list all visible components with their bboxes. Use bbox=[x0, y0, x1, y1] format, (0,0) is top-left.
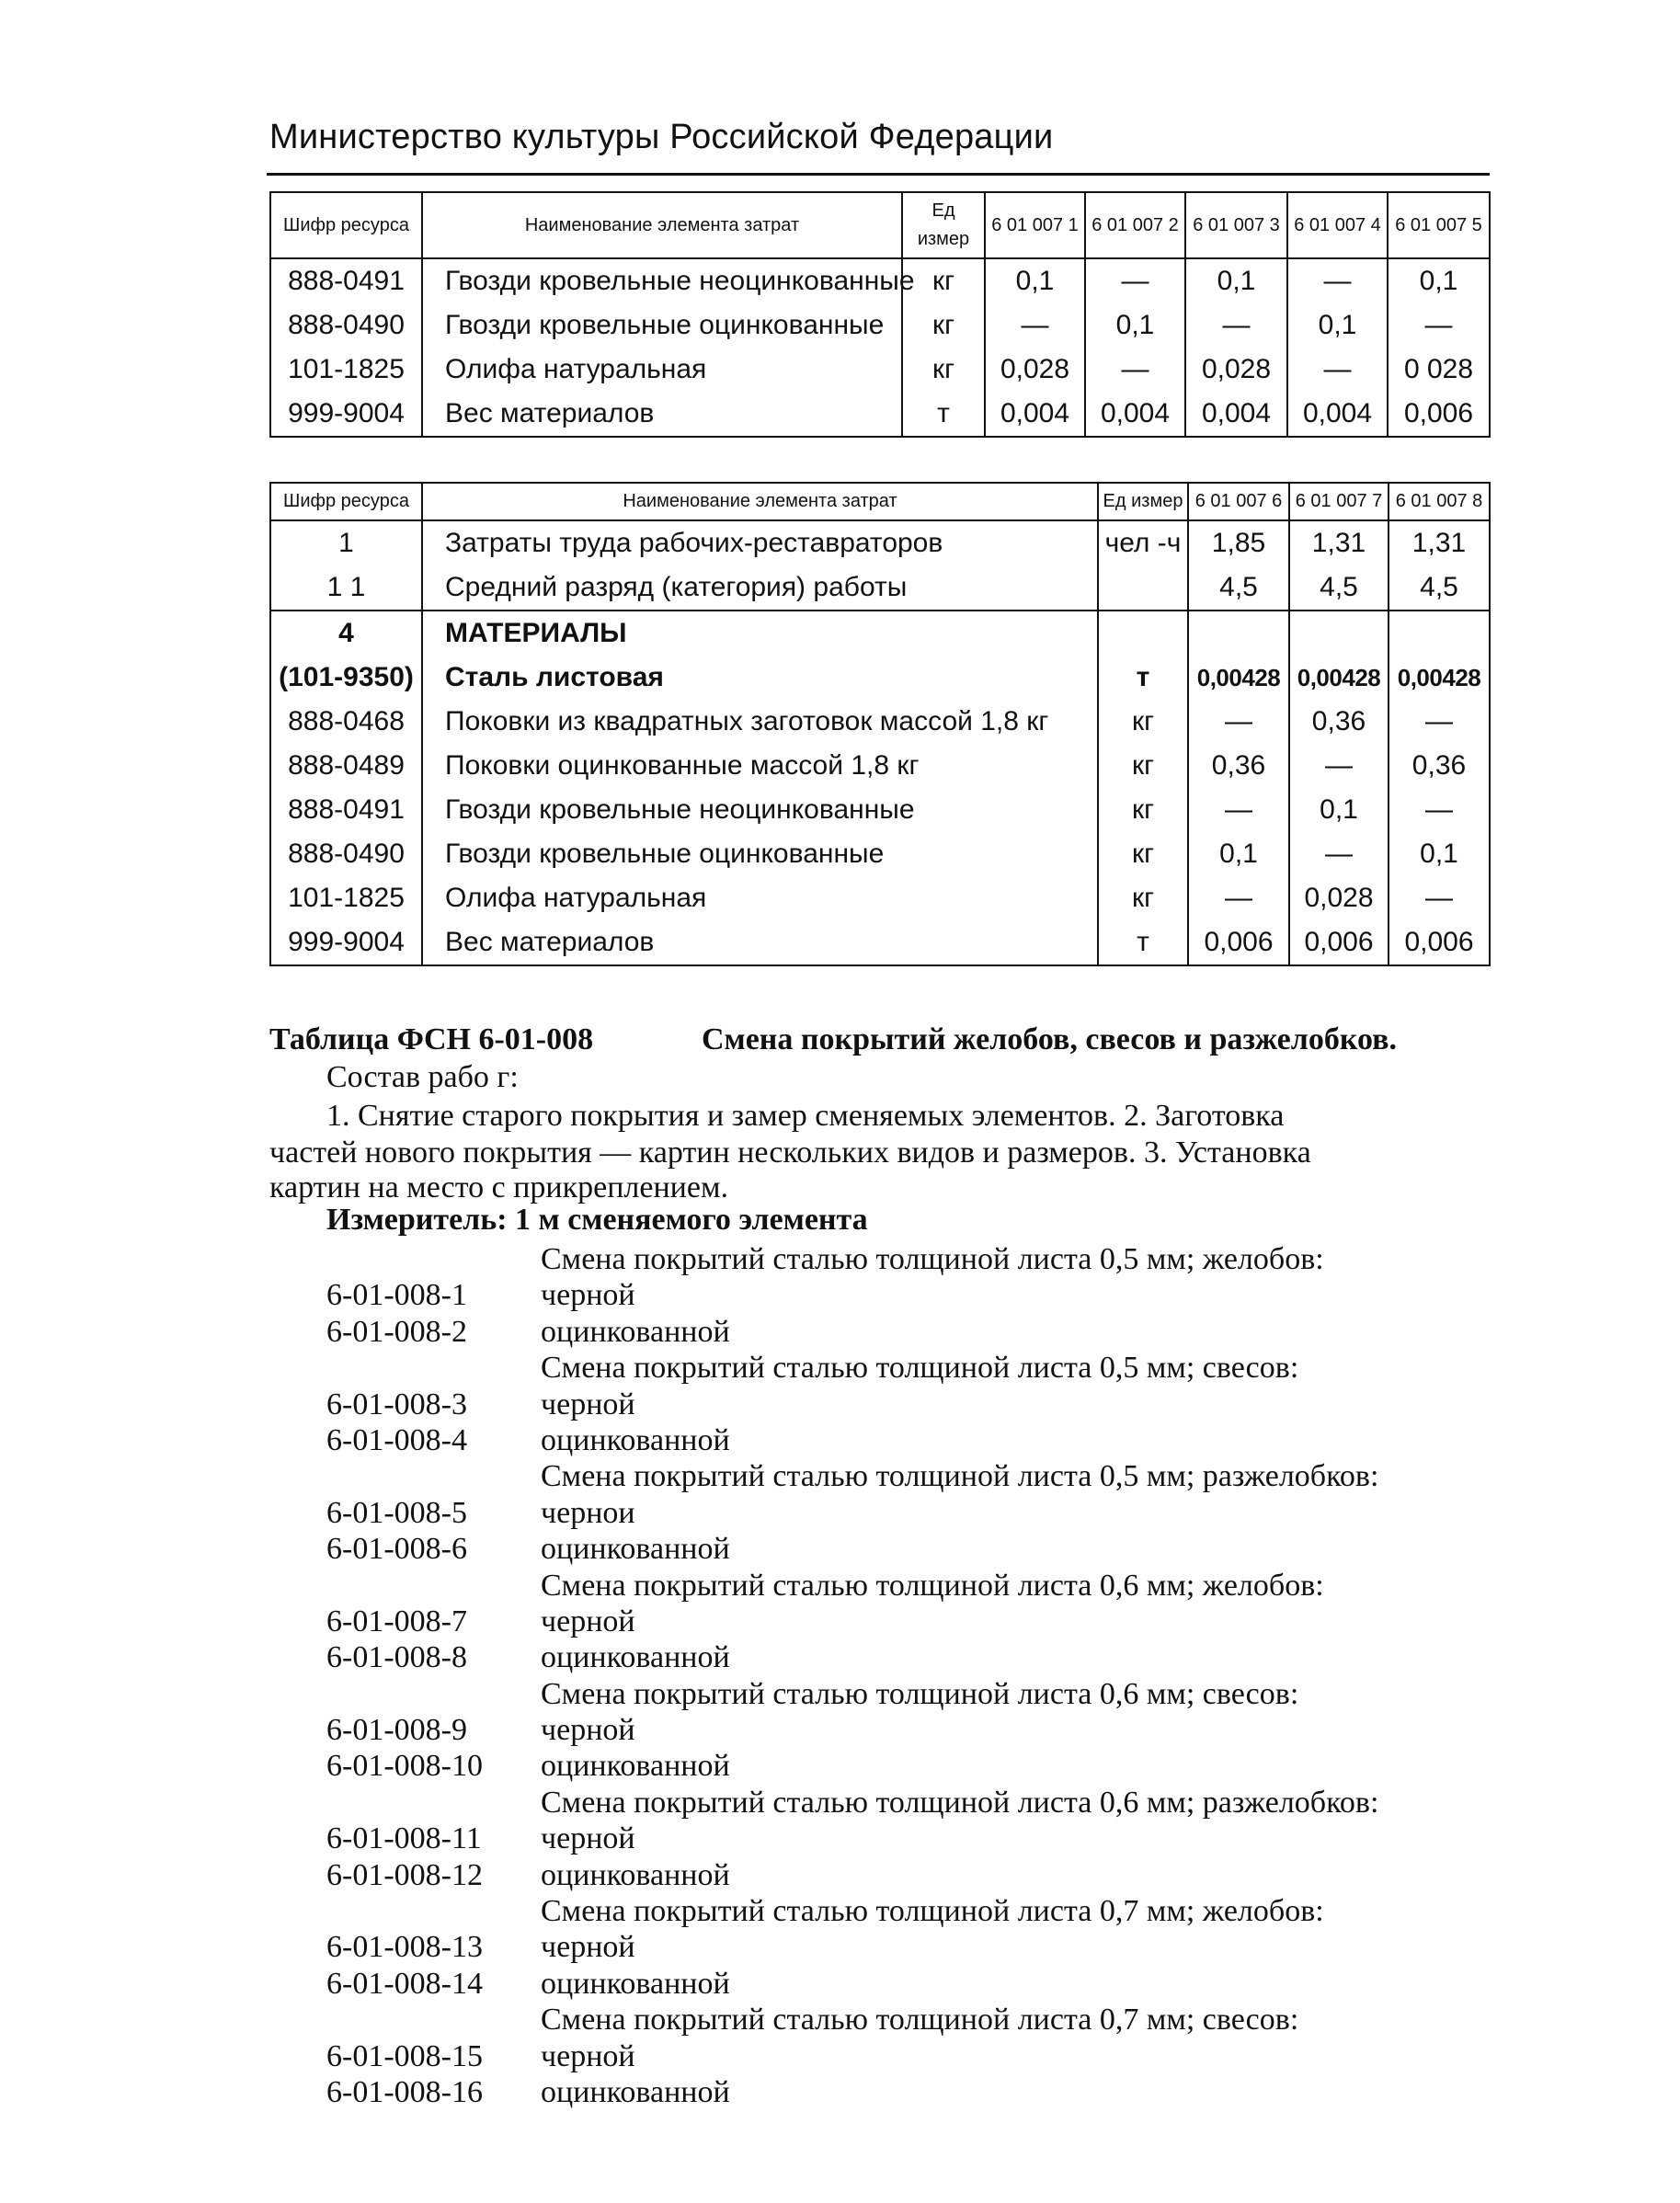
norm-item bbox=[326, 1387, 1485, 1422]
norm-item bbox=[326, 1676, 1485, 1712]
resource-code-cell: 101-1825 bbox=[270, 876, 422, 920]
value-cell: 0,00428 bbox=[1188, 656, 1289, 700]
norm-code: 6-01-008-10 bbox=[326, 1749, 483, 1784]
norm-item bbox=[326, 1748, 1485, 1784]
norm-item bbox=[326, 2002, 1485, 2037]
value-cell bbox=[1289, 611, 1389, 656]
value-cell: 0,006 bbox=[1388, 392, 1490, 437]
unit-cell: кг bbox=[902, 348, 985, 392]
resource-code-cell: 1 bbox=[270, 520, 422, 565]
table-row bbox=[270, 348, 1490, 392]
norm-list bbox=[326, 1241, 1485, 2110]
value-cell: 0,36 bbox=[1389, 744, 1490, 788]
cost-element-cell: Средний разряд (категория) работы bbox=[422, 565, 1098, 611]
norm-text: черной bbox=[541, 1930, 635, 1965]
table-row bbox=[270, 258, 1490, 303]
page-header: Министерство культуры Российской Федерации bbox=[269, 118, 1054, 156]
cost-element-cell: Сталь листовая bbox=[422, 656, 1098, 700]
value-cell: 4,5 bbox=[1289, 565, 1389, 611]
resource-code-cell: 4 bbox=[270, 611, 422, 656]
norm-code: 6-01-008-12 bbox=[326, 1857, 483, 1892]
resource-table-2 bbox=[269, 482, 1491, 966]
value-cell: 0,1 bbox=[1287, 303, 1388, 348]
norm-item bbox=[326, 1531, 1485, 1567]
table-header-row bbox=[270, 192, 1490, 258]
norm-text: черной bbox=[541, 1387, 635, 1421]
header-cell: Шифр ресурса bbox=[270, 483, 422, 520]
cost-element-cell: Поковки из квадратных заготовок массой 1,8 кг bbox=[422, 700, 1098, 744]
header-cell: 6 01 007 2 bbox=[1085, 192, 1185, 258]
cost-element-cell: Вес материалов bbox=[422, 392, 902, 437]
header-cell: 6 01 007 8 bbox=[1389, 483, 1490, 520]
table-row bbox=[270, 788, 1490, 832]
norm-code: 6-01-008-1 bbox=[326, 1278, 467, 1313]
unit-cell: т bbox=[1098, 920, 1188, 965]
resource-code-cell: 101-1825 bbox=[270, 348, 422, 392]
norm-item bbox=[326, 1241, 1485, 1277]
value-cell: — bbox=[1188, 876, 1289, 920]
norm-text: Смена покрытий сталью толщиной листа 0,6 мм; свесов: bbox=[541, 1676, 1299, 1711]
composition-line: частей нового покрытия — картин нескольких видов и размеров. 3. Установка bbox=[269, 1136, 1311, 1170]
composition-line: картин на место с прикреплением. bbox=[269, 1170, 728, 1204]
header-cell: Шифр ресурса bbox=[270, 192, 422, 258]
norm-item bbox=[326, 1495, 1485, 1531]
norm-text: оцинкованной bbox=[541, 1966, 730, 2001]
norm-item bbox=[326, 1350, 1485, 1386]
unit-cell: чел -ч bbox=[1098, 520, 1188, 565]
cost-element-cell: Затраты труда рабочих-реставраторов bbox=[422, 520, 1098, 565]
norm-code: 6-01-008-13 bbox=[326, 1930, 483, 1965]
value-cell: 0,006 bbox=[1188, 920, 1289, 965]
norm-text: Смена покрытий сталью толщиной листа 0,7 мм; желобов: bbox=[541, 1894, 1324, 1929]
unit-cell bbox=[1098, 611, 1188, 656]
header-cell: 6 01 007 3 bbox=[1185, 192, 1287, 258]
value-cell: 0,1 bbox=[985, 258, 1085, 303]
header-cell: Ед измер bbox=[1098, 483, 1188, 520]
norm-item bbox=[326, 1639, 1485, 1675]
value-cell: 0,028 bbox=[1289, 876, 1389, 920]
value-cell: — bbox=[985, 303, 1085, 348]
cost-element-cell: Поковки оцинкованные массой 1,8 кг bbox=[422, 744, 1098, 788]
norm-text: Смена покрытий сталью толщиной листа 0,5 мм; свесов: bbox=[541, 1351, 1299, 1386]
table-row bbox=[270, 700, 1490, 744]
value-cell: — bbox=[1085, 348, 1185, 392]
norm-code: 6-01-008-14 bbox=[326, 1966, 483, 2001]
resource-code-cell: 999-9004 bbox=[270, 392, 422, 437]
norm-code: 6-01-008-15 bbox=[326, 2038, 483, 2073]
norm-text: Смена покрытий сталью толщиной листа 0,5 мм; желобов: bbox=[541, 1242, 1324, 1276]
table-row bbox=[270, 520, 1490, 565]
norm-item bbox=[326, 1422, 1485, 1458]
norm-text: оцинкованной bbox=[541, 1857, 730, 1892]
cost-element-cell: Гвозди кровельные оцинкованные bbox=[422, 303, 902, 348]
unit-cell: кг bbox=[1098, 700, 1188, 744]
unit-cell: т bbox=[902, 392, 985, 437]
table-row bbox=[270, 744, 1490, 788]
value-cell: — bbox=[1287, 348, 1388, 392]
table-caption: Смена покрытий желобов, свесов и разжелобков. bbox=[702, 1022, 1397, 1056]
cost-element-cell: Олифа натуральная bbox=[422, 876, 1098, 920]
unit-cell: т bbox=[1098, 656, 1188, 700]
table-row bbox=[270, 565, 1490, 611]
value-cell: 4,5 bbox=[1188, 565, 1289, 611]
norm-item bbox=[326, 1893, 1485, 1929]
table-row bbox=[270, 876, 1490, 920]
value-cell bbox=[1188, 611, 1289, 656]
table-row bbox=[270, 303, 1490, 348]
norm-code: 6-01-008-9 bbox=[326, 1713, 467, 1748]
norm-item bbox=[326, 1712, 1485, 1748]
value-cell: 0,1 bbox=[1185, 258, 1287, 303]
header-cell: 6 01 007 4 bbox=[1287, 192, 1388, 258]
table-body bbox=[270, 258, 1490, 437]
value-cell: — bbox=[1185, 303, 1287, 348]
value-cell: — bbox=[1188, 788, 1289, 832]
norm-code: 6-01-008-16 bbox=[326, 2074, 483, 2109]
resource-code-cell: 888-0489 bbox=[270, 744, 422, 788]
value-cell: 1,85 bbox=[1188, 520, 1289, 565]
norm-code: 6-01-008-11 bbox=[326, 1821, 482, 1856]
norm-code: 6-01-008-8 bbox=[326, 1640, 467, 1675]
value-cell: 0,36 bbox=[1188, 744, 1289, 788]
value-cell: 0,36 bbox=[1289, 700, 1389, 744]
norm-code: 6-01-008-6 bbox=[326, 1532, 467, 1567]
norm-item bbox=[326, 1929, 1485, 1965]
norm-item bbox=[326, 1568, 1485, 1604]
cost-element-cell: МАТЕРИАЛЫ bbox=[422, 611, 1098, 656]
header-cell: 6 01 007 7 bbox=[1289, 483, 1389, 520]
value-cell: 0,004 bbox=[1287, 392, 1388, 437]
table-header-row bbox=[270, 483, 1490, 520]
value-cell: 0,028 bbox=[1185, 348, 1287, 392]
cost-element-cell: Гвозди кровельные неоцинкованные bbox=[422, 788, 1098, 832]
unit-cell: кг bbox=[1098, 832, 1188, 876]
norm-code: 6-01-008-2 bbox=[326, 1314, 467, 1349]
unit-cell: кг bbox=[1098, 876, 1188, 920]
value-cell: — bbox=[1389, 876, 1490, 920]
value-cell: — bbox=[1389, 788, 1490, 832]
unit-cell: кг bbox=[1098, 744, 1188, 788]
value-cell: — bbox=[1287, 258, 1388, 303]
norm-text: оцинкованной bbox=[541, 2074, 730, 2109]
value-cell: 1,31 bbox=[1289, 520, 1389, 565]
norm-item bbox=[326, 1458, 1485, 1494]
header-cell: 6 01 007 1 bbox=[985, 192, 1085, 258]
norm-item bbox=[326, 1857, 1485, 1893]
norm-item bbox=[326, 1966, 1485, 2002]
resource-code-cell: 888-0491 bbox=[270, 258, 422, 303]
norm-text: чернои bbox=[541, 1495, 635, 1530]
composition-label: Состав рабо г: bbox=[326, 1060, 519, 1094]
norm-item bbox=[326, 1277, 1485, 1313]
norm-code: 6-01-008-7 bbox=[326, 1604, 467, 1638]
cost-element-cell: Гвозди кровельные оцинкованные bbox=[422, 832, 1098, 876]
norm-item bbox=[326, 1785, 1485, 1821]
value-cell: 0,1 bbox=[1188, 832, 1289, 876]
cost-element-cell: Олифа натуральная bbox=[422, 348, 902, 392]
value-cell: — bbox=[1085, 258, 1185, 303]
unit-cell: кг bbox=[902, 303, 985, 348]
header-cell: 6 01 007 5 bbox=[1388, 192, 1490, 258]
measure-unit: Измеритель: 1 м сменяемого элемента bbox=[326, 1203, 868, 1237]
value-cell: — bbox=[1188, 700, 1289, 744]
resource-code-cell: 888-0490 bbox=[270, 303, 422, 348]
table-row bbox=[270, 611, 1490, 656]
value-cell: — bbox=[1289, 744, 1389, 788]
value-cell: 0,006 bbox=[1289, 920, 1389, 965]
value-cell: 0,1 bbox=[1389, 832, 1490, 876]
norm-text: оцинкованной bbox=[541, 1314, 730, 1349]
table-row bbox=[270, 656, 1490, 700]
norm-text: Смена покрытий сталью толщиной листа 0,7 мм; свесов: bbox=[541, 2003, 1299, 2037]
norm-item bbox=[326, 1604, 1485, 1639]
norm-text: черной bbox=[541, 2038, 635, 2073]
header-cell: Наименование элемента затрат bbox=[422, 483, 1098, 520]
resource-code-cell: 1 1 bbox=[270, 565, 422, 611]
table-label: Таблица ФСН 6-01-008 bbox=[269, 1022, 594, 1056]
value-cell: 0,1 bbox=[1388, 258, 1490, 303]
norm-text: черной bbox=[541, 1713, 635, 1748]
value-cell: — bbox=[1289, 832, 1389, 876]
value-cell: 0,1 bbox=[1289, 788, 1389, 832]
norm-item bbox=[326, 1314, 1485, 1350]
value-cell bbox=[1389, 611, 1490, 656]
resource-code-cell: 888-0490 bbox=[270, 832, 422, 876]
header-cell: 6 01 007 6 bbox=[1188, 483, 1289, 520]
unit-cell bbox=[1098, 565, 1188, 611]
norm-item bbox=[326, 1821, 1485, 1856]
resource-code-cell: 888-0491 bbox=[270, 788, 422, 832]
resource-code-cell: 999-9004 bbox=[270, 920, 422, 965]
norm-code: 6-01-008-3 bbox=[326, 1387, 467, 1421]
norm-text: оцинкованной bbox=[541, 1749, 730, 1784]
cost-element-cell: Гвозди кровельные неоцинкованные bbox=[422, 258, 902, 303]
value-cell: 1,31 bbox=[1389, 520, 1490, 565]
norm-text: оцинкованной bbox=[541, 1640, 730, 1675]
table-row bbox=[270, 920, 1490, 965]
norm-item bbox=[326, 2038, 1485, 2074]
value-cell: 0,028 bbox=[985, 348, 1085, 392]
norm-code: 6-01-008-4 bbox=[326, 1422, 467, 1457]
norm-text: Смена покрытий сталью толщиной листа 0,6 мм; разжелобков: bbox=[541, 1785, 1379, 1820]
norm-text: черной bbox=[541, 1278, 635, 1313]
value-cell: 0,006 bbox=[1389, 920, 1490, 965]
header-cell: Наименование элемента затрат bbox=[422, 192, 902, 258]
value-cell: — bbox=[1389, 700, 1490, 744]
norm-code: 6-01-008-5 bbox=[326, 1495, 467, 1530]
value-cell: 0,004 bbox=[1185, 392, 1287, 437]
table-body bbox=[270, 520, 1490, 965]
table-title bbox=[269, 1022, 1397, 1057]
norm-item bbox=[326, 2074, 1485, 2110]
norm-text: Смена покрытий сталью толщиной листа 0,6 мм; желобов: bbox=[541, 1568, 1324, 1603]
cost-element-cell: Вес материалов bbox=[422, 920, 1098, 965]
unit-cell: кг bbox=[902, 258, 985, 303]
norm-text: оцинкованной bbox=[541, 1532, 730, 1567]
header-cell: Ед измер bbox=[902, 192, 985, 258]
value-cell: — bbox=[1388, 303, 1490, 348]
resource-table-1 bbox=[269, 191, 1491, 438]
resource-code-cell: (101-9350) bbox=[270, 656, 422, 700]
norm-text: черной bbox=[541, 1821, 635, 1856]
norm-text: оцинкованной bbox=[541, 1422, 730, 1457]
norm-text: Смена покрытий сталью толщиной листа 0,5 мм; разжелобков: bbox=[541, 1459, 1379, 1494]
value-cell: 0,00428 bbox=[1389, 656, 1490, 700]
value-cell: 0,00428 bbox=[1289, 656, 1389, 700]
value-cell: 0 028 bbox=[1388, 348, 1490, 392]
composition-line: 1. Снятие старого покрытия и замер сменяемых элементов. 2. Заготовка bbox=[326, 1099, 1285, 1133]
norm-text: черной bbox=[541, 1604, 635, 1638]
header-rule bbox=[267, 173, 1490, 176]
table-row bbox=[270, 832, 1490, 876]
value-cell: 0,1 bbox=[1085, 303, 1185, 348]
resource-code-cell: 888-0468 bbox=[270, 700, 422, 744]
value-cell: 4,5 bbox=[1389, 565, 1490, 611]
unit-cell: кг bbox=[1098, 788, 1188, 832]
value-cell: 0,004 bbox=[1085, 392, 1185, 437]
table-row bbox=[270, 392, 1490, 437]
value-cell: 0,004 bbox=[985, 392, 1085, 437]
